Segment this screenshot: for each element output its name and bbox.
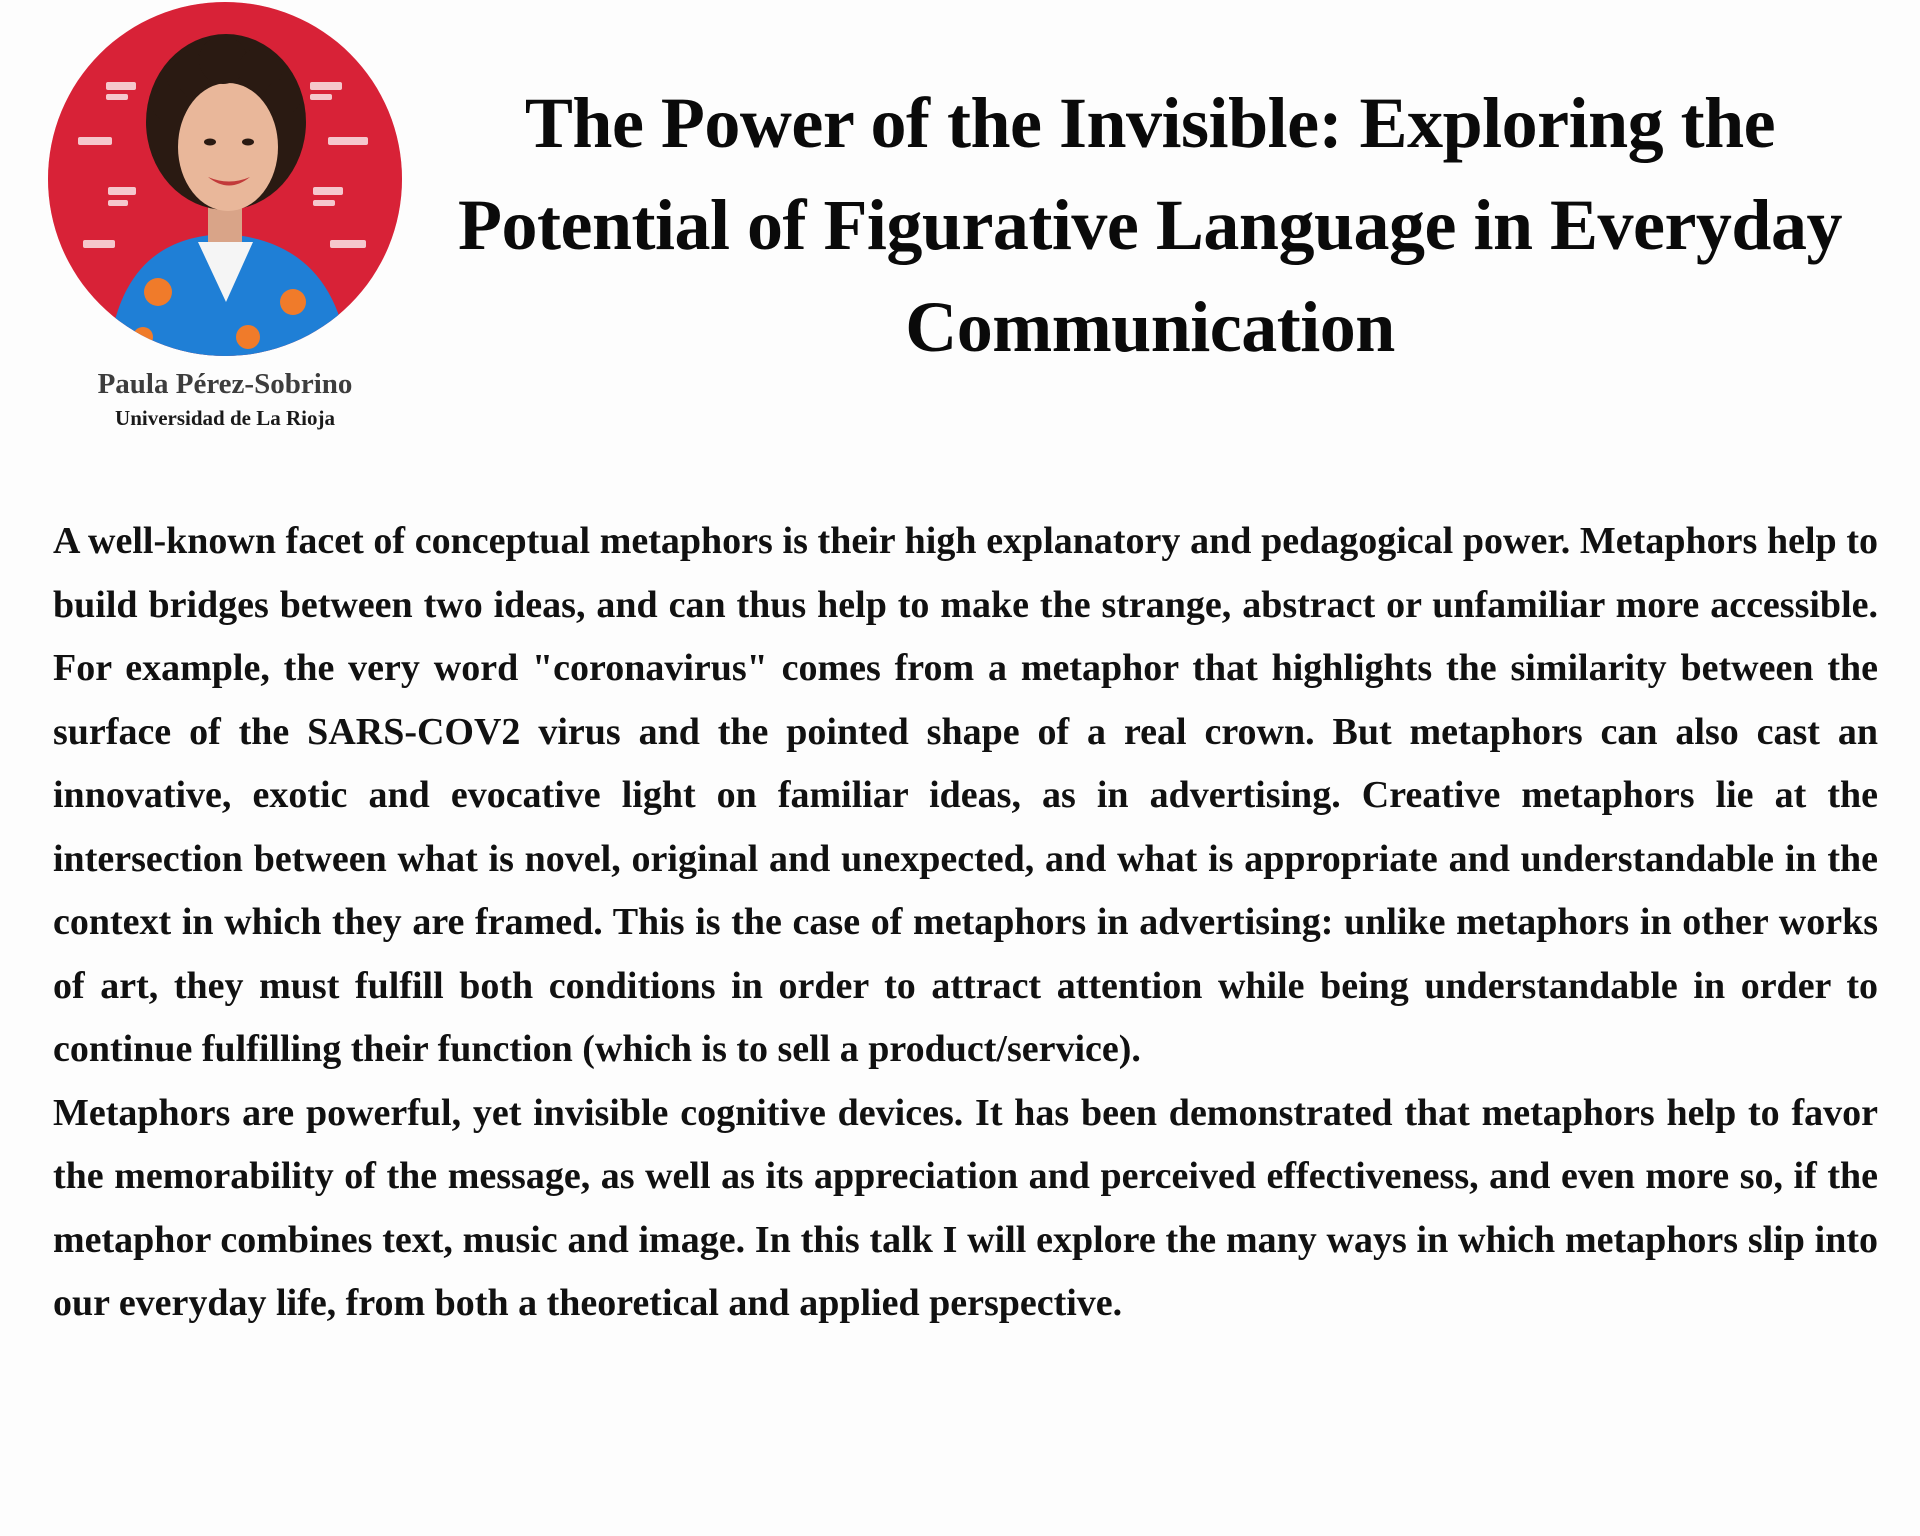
talk-abstract [53, 510, 1878, 1336]
right-eye [242, 139, 254, 146]
speaker-name: Paula Pérez-Sobrino [97, 368, 353, 400]
speaker-affiliation: Universidad de La Rioja [115, 406, 335, 430]
speaker-portrait-illustration [48, 2, 402, 356]
speaker-block [20, 0, 430, 431]
left-eye [204, 139, 216, 146]
abstract-paragraph-1: A well-known facet of conceptual metaphors is their high explanatory and pedagogical power. Metaphors help to build bridges between two ideas, and can thus help to make the strange, abstract or unfamiliar more accessible. For example, the very word "coronavirus" comes from a metaphor that highlights the similarity between the surface of the SARS-COV2 virus and the pointed shape of a real crown. But metaphors can also cast an innovative, exotic and evocative light on familiar ideas, as in advertising. Creative metaphors lie at the intersection between what is novel, original and unexpected, and what is appropriate and understandable in the context in which they are framed. This is the case of metaphors in advertising: unlike metaphors in other works of art, they must fulfill both conditions in order to attract attention while being understandable in order to continue fulfilling their function (which is to sell a product/service). [53, 520, 1878, 1070]
talk-title: The Power of the Invisible: Exploring the Potential of Figurative Language in Everyday Communication [458, 83, 1842, 367]
speaker-photo [48, 2, 402, 356]
face [178, 83, 278, 211]
abstract-paragraph-2: Metaphors are powerful, yet invisible cognitive devices. It has been demonstrated that metaphors help to favor the memorability of the message, as well as its appreciation and perceived effectiveness, and even more so, if the metaphor combines text, music and image. In this talk I will explore the many ways in which metaphors slip into our everyday life, from both a theoretical and applied perspective. [53, 1091, 1878, 1324]
